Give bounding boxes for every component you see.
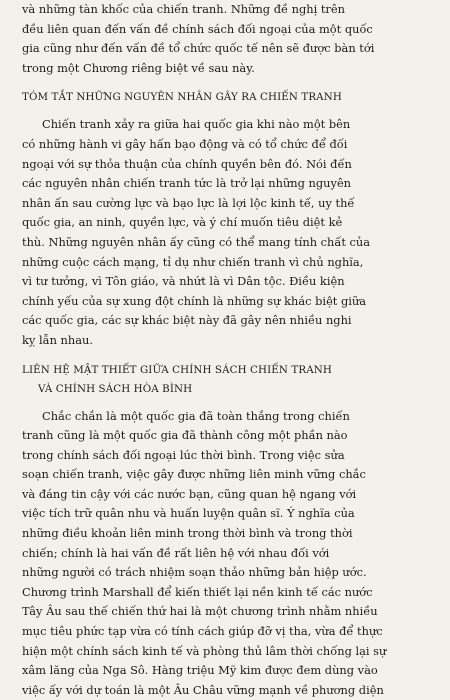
paragraph-line: chính yếu của sự xung đột chính là những sự khác biệt giữa bbox=[22, 292, 436, 312]
section-heading-relationship-line-1: LIÊN HỆ MẬT THIẾT GIỮA CHÍNH SÁCH CHIẾN TRANH bbox=[22, 361, 436, 380]
paragraph-line: vì tư tưởng, vì Tôn giáo, và nhứt là vì Dân tộc. Điều kiện bbox=[22, 272, 436, 292]
spacer bbox=[22, 78, 436, 88]
paragraph-line: thù. Những nguyên nhân ấy cũng có thể mang tính chất của bbox=[22, 233, 436, 253]
paragraph-line: trong chính sách đối ngoại lúc thời bình. Trong việc sửa bbox=[22, 446, 436, 466]
spacer bbox=[22, 351, 436, 361]
paragraph-line: quốc gia, an ninh, quyền lực, và ý chí muốn tiêu diệt kẻ bbox=[22, 213, 436, 233]
paragraph-line: Chiến tranh xảy ra giữa hai quốc gia khi nào một bên bbox=[22, 115, 436, 135]
paragraph-line: việc ấy với dự toán là một Âu Châu vững mạnh về phương diện bbox=[22, 681, 436, 700]
top-paragraph-line: và những tàn khốc của chiến tranh. Những đề nghị trên bbox=[22, 0, 436, 20]
top-paragraph-line: gia cũng như đến vấn đề tổ chức quốc tế nên sẽ được bàn tới bbox=[22, 39, 436, 59]
paragraph-line: các nguyên nhân chiến tranh tức là trở lại những nguyên bbox=[22, 174, 436, 194]
paragraph-line: soạn chiến tranh, việc gây được những liên minh vững chắc bbox=[22, 465, 436, 485]
top-paragraph bbox=[22, 0, 436, 78]
paragraph-line: việc tích trữ quân nhu và huấn luyện quân sĩ. Ý nghĩa của bbox=[22, 504, 436, 524]
section-heading-relationship-line-2: VÀ CHÍNH SÁCH HÒA BÌNH bbox=[22, 380, 436, 399]
paragraph-line: chiến; chính là hai vấn đề rất liên hệ với nhau đối với bbox=[22, 544, 436, 564]
paragraph-line: kỵ lẫn nhau. bbox=[22, 331, 436, 351]
paragraph-line: ngoại với sự thỏa thuận của chính quyền bên đó. Nói đến bbox=[22, 155, 436, 175]
paragraph-line: tranh cũng là một quốc gia đã thành công một phần nào bbox=[22, 426, 436, 446]
paragraph-line: xâm lăng của Nga Sô. Hàng triệu Mỹ kim được đem dùng vào bbox=[22, 661, 436, 681]
top-paragraph-line: trong một Chương riêng biệt về sau này. bbox=[22, 59, 436, 79]
section-heading-causes: TÓM TẮT NHỮNG NGUYÊN NHÂN GÂY RA CHIẾN TRANH bbox=[22, 88, 436, 107]
causes-paragraph bbox=[22, 115, 436, 350]
paragraph-line: và đáng tin cậy với các nước bạn, cũng quan hệ ngang với bbox=[22, 485, 436, 505]
paragraph-line: có những hành vi gây hấn bạo động và có tổ chức để đối bbox=[22, 135, 436, 155]
paragraph-line: hiện một chính sách kinh tế và phòng thủ lâm thời chống lại sự bbox=[22, 642, 436, 662]
paragraph-line: các quốc gia, các sự khác biệt này đã gây nên nhiều nghi bbox=[22, 311, 436, 331]
top-paragraph-line: đều liên quan đến vấn đề chính sách đối ngoại của một quốc bbox=[22, 20, 436, 40]
relationship-paragraph bbox=[22, 407, 436, 700]
paragraph-line: nhân ấn sau cường lực và bạo lực là lợi lộc kinh tế, uy thế bbox=[22, 194, 436, 214]
paragraph-line: Chương trình Marshall để kiến thiết lại nền kinh tế các nước bbox=[22, 583, 436, 603]
paragraph-line: Chắc chắn là một quốc gia đã toàn thắng trong chiến bbox=[22, 407, 436, 427]
spacer bbox=[22, 107, 436, 115]
paragraph-line: Tây Âu sau thế chiến thứ hai là một chương trình nhằm nhiều bbox=[22, 602, 436, 622]
paragraph-line: mục tiêu phức tạp vừa có tính cách giúp đỡ vị tha, vừa để thực bbox=[22, 622, 436, 642]
spacer bbox=[22, 399, 436, 407]
paragraph-line: những người có trách nhiệm soạn thảo những bản hiệp ước. bbox=[22, 563, 436, 583]
paragraph-line: những cuộc cách mạng, tỉ dụ như chiến tranh vì chủ nghĩa, bbox=[22, 253, 436, 273]
paragraph-line: những điều khoản liên minh trong thời bình và trong thời bbox=[22, 524, 436, 544]
